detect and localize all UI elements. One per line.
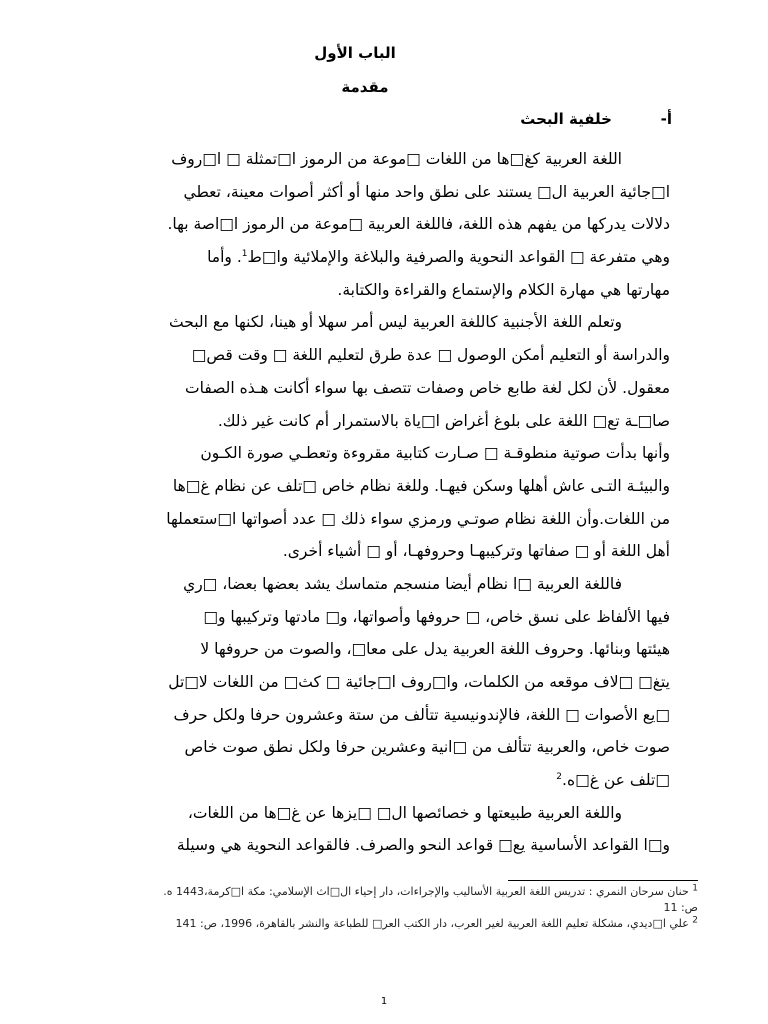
footnote-number: 1: [692, 884, 698, 894]
text-line-segment: وهي متفرعة □ القواعد النحوية والصرفية والبلاغة والإملائية وا□ط: [247, 248, 670, 267]
text-line: وهي متفرعة □ القواعد النحوية والصرفية والبلاغة والإملائية وا□ط$^1$. وأما: [207, 248, 670, 267]
text-line: صوت خاص، والعربية تتألف من □انية وعشرين حرفا ولكل نطق صوت خاص: [184, 738, 670, 757]
text-line: وأنها بدأت صوتية منطوقـة □ صـارت كتابية مقروءة وتعطـي صورة الكـون: [200, 444, 670, 463]
text-line: فيها الألفاظ على نسق خاص، □ حروفها وأصواتها، و□ مادتها وتركيبها و□: [203, 607, 670, 626]
footnotes: [98, 884, 698, 932]
text-line-segment: وأما: [207, 248, 232, 267]
text-line: والبيئـة التـى عاش أهلها وسكن فيهـا. وللغة نظام خاص □تلف عن نظام غ□ها: [172, 476, 670, 495]
text-line: يتغ□ □لاف موقعه من الكلمات، وا□روف ا□جائية □ كث□ من اللغات لا□تل: [168, 673, 670, 691]
chapter-subtitle: مقدمة: [341, 78, 389, 96]
text-line: هيئتها وبنائها. وحروف اللغة العربية يدل على معا□، والصوت من حروفها لا: [200, 640, 670, 659]
text-line: أهل اللغة أو □ صفاتها وتركيبهـا وحروفهـا، أو □ أشياء أخرى.: [282, 542, 670, 561]
text-line: معقول. لأن لكل لغة طابع خاص وصفات تتصف بها سواء أكانت هـذه الصفات: [185, 378, 670, 397]
text-line: دلالات يدركها من يفهم هذه اللغة، فاللغة العربية □موعة من الرموز ا□اصة بها.: [167, 215, 670, 234]
footnote-text: علي ا□ديدي، مشكلة تعليم اللغة العربية لغير العرب، دار الكتب العر□ للطباعة والنشر بالقاهرة، 1996، ص: 141: [175, 917, 689, 930]
text-line: وتعلم اللغة الأجنبية كاللغة العربية ليس أمر سهلا أو هينا، لكنها مع البحث: [168, 313, 622, 332]
text-line: [91, 764, 670, 797]
footnote: [98, 884, 698, 900]
footnote-continuation: ص: 11: [663, 901, 698, 914]
text-line-segment: □تلف عن غ□ه.: [562, 771, 670, 790]
section-marker: أ-: [660, 110, 672, 128]
text-line: مهارتها هي مهارة الكلام والإستماع والقراءة والكتابة.: [337, 280, 670, 299]
footnote-ref[interactable]: 2: [556, 771, 563, 782]
text-line: صا□ـة تع□ اللغة على بلوغ أغراض ا□ياة بالاستمرار أم كانت غير ذلك.: [217, 411, 670, 430]
body-text: [91, 143, 670, 862]
section-heading: [492, 109, 672, 129]
page-number: 1: [380, 996, 388, 1007]
footnote-separator: [508, 880, 698, 881]
text-line: □يع الأصوات □ اللغة، فالإندونيسية تتألف من ستة وعشرون حرفا ولكل حرف: [173, 705, 670, 724]
text-line: ا□جائية العربية ال□ يستند على نطق واحد منها أو أكثر أصوات معينة، تعطي: [183, 182, 670, 201]
text-line: و□ا القواعد الأساسية يع□ قواعد النحو والصرف. فالقواعد النحوية هي وسيلة: [176, 836, 670, 855]
text-line: واللغة العربية طبيعتها و خصائصها ال□ □يزها عن غ□ها من اللغات،: [187, 803, 622, 822]
footnote-text: حنان سرحان النمري : تدريس اللغة العربية الأساليب والإجراءات، دار إحياء ال□اث الإسلامي: مكة ا□كرمة،1443 ه.: [163, 885, 689, 898]
chapter-title: الباب الأول: [314, 44, 396, 62]
section-heading-text: خلفية البحث: [520, 110, 612, 128]
text-line: من اللغات.وأن اللغة نظام صوتـي ورمزي سواء ذلك □ عدد أصواتها ا□ستعملها: [166, 509, 670, 528]
footnote-ref[interactable]: 1: [241, 248, 248, 259]
footnote: [98, 916, 698, 932]
text-line: والدراسة أو التعليم أمكن الوصول □ عدة طرق لتعليم اللغة □ وقت قص□: [191, 346, 670, 365]
footnote-number: 2: [692, 916, 698, 926]
text-line: اللغة العربية كغ□ها من اللغات □موعة من الرموز ا□تمثلة □ ا□روف: [171, 150, 622, 168]
text-line: فاللغة العربية □ا نظام أيضا منسجم متماسك يشد بعضها بعضا، □ري: [183, 574, 622, 593]
